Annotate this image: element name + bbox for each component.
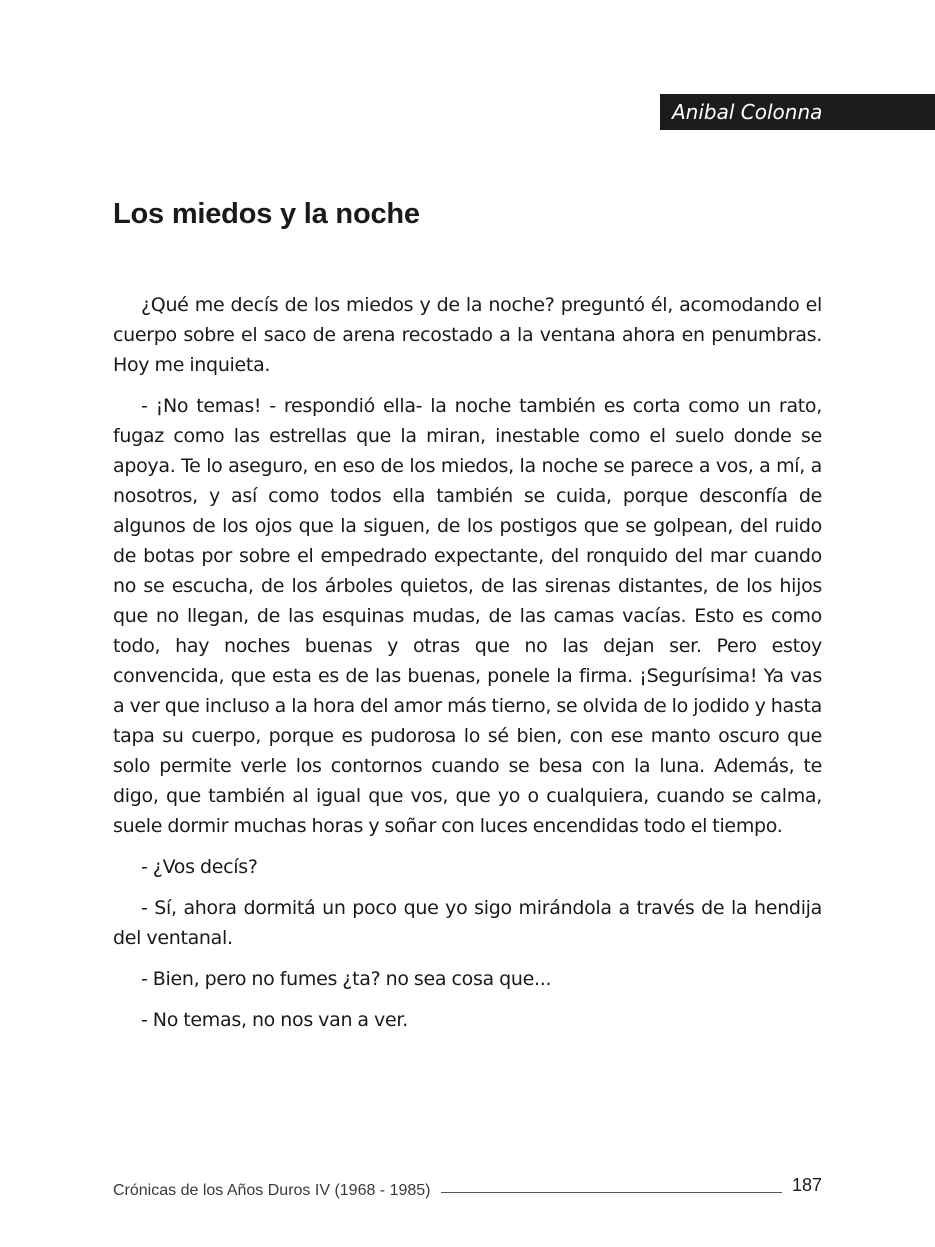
footer-book-title: Crónicas de los Años Duros IV (1968 - 1985) [113, 1182, 431, 1199]
paragraph: - No temas, no nos van a ver. [141, 1009, 408, 1031]
page-footer [113, 1172, 822, 1202]
page-title: Los miedos y la noche [113, 198, 420, 230]
paragraph: - ¡No temas! - respondió ella- la noche también es corta como un rato, fugaz como las estrellas que la miran, inestable como el suelo donde se apoya. Te lo aseguro, en eso de los miedos, la noche se parece a vos, a mí, a nosotros, y así como todos ella también se cuida, porque desconfía de algunos de los ojos que la siguen, de los postigos que se golpean, del ruido de botas por sobre el empedrado expectante, del ronquido del mar cuando no se escucha, de los árboles quietos, de las sirenas distantes, de los hijos que no llegan, de las esquinas mudas, de las camas vacías. Esto es como todo, hay noches buenas y otras que no las dejan ser. Pero estoy convencida, que esta es de las buenas, ponele la firma. ¡Segurísima! Ya vas a ver que incluso a la hora del amor más tierno, se olvida de lo jodido y hasta tapa su cuerpo, porque es pudorosa lo sé bien, con ese manto oscuro que solo permite verle los contornos cuando se besa con la luna. Además, te digo, que también al igual que vos, que yo o cualquiera, cuando se calma, suele dormir muchas horas y soñar con luces encendidas todo el tiempo. [113, 395, 822, 837]
page-number: 187 [791, 1175, 822, 1195]
story-body [113, 290, 822, 1046]
footer-divider [441, 1192, 782, 1193]
paragraph: ¿Qué me decís de los miedos y de la noche? preguntó él, acomodando el cuerpo sobre el saco de arena recostado a la ventana ahora en penumbras. Hoy me inquieta. [113, 294, 822, 376]
paragraph: - Sí, ahora dormitá un poco que yo sigo mirándola a través de la hendija del ventanal. [113, 897, 822, 949]
paragraph: - Bien, pero no fumes ¿ta? no sea cosa que... [141, 968, 552, 990]
author-header: Anibal Colonna [660, 94, 935, 130]
paragraph: - ¿Vos decís? [141, 856, 258, 878]
